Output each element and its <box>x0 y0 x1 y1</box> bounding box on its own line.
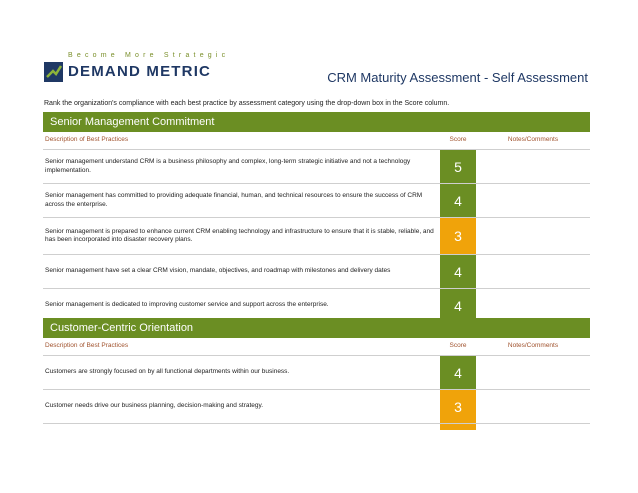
best-practice-text: Senior management understand CRM is a business philosophy and complex, long-term strategic initiative and not a technology implementation. <box>45 158 411 174</box>
brand-tagline: Become More Strategic <box>68 52 230 59</box>
notes-cell[interactable] <box>476 150 590 183</box>
section-title: Senior Management Commitment <box>43 112 590 132</box>
column-header-score: Score <box>449 136 467 143</box>
table-row <box>43 255 590 289</box>
score-dropdown[interactable]: 4 <box>440 356 476 389</box>
score-dropdown[interactable] <box>440 424 476 430</box>
column-header-description: Description of Best Practices <box>45 342 129 349</box>
document-title: CRM Maturity Assessment - Self Assessment <box>327 70 588 85</box>
notes-cell[interactable] <box>476 255 590 288</box>
score-dropdown[interactable]: 3 <box>440 218 476 254</box>
column-header-notes: Notes/Comments <box>507 342 559 349</box>
score-dropdown[interactable]: 5 <box>440 150 476 183</box>
column-header-row <box>43 132 590 150</box>
section-title: Customer-Centric Orientation <box>43 318 590 338</box>
best-practice-text: Senior management have set a clear CRM vision, mandate, objectives, and roadmap with milestones and delivery dates <box>45 267 391 275</box>
score-dropdown[interactable]: 4 <box>440 289 476 322</box>
section-customer-centric-orientation <box>43 318 590 430</box>
score-dropdown[interactable]: 4 <box>440 255 476 288</box>
score-dropdown[interactable]: 3 <box>440 390 476 423</box>
notes-cell[interactable] <box>476 390 590 423</box>
best-practice-text: Senior management is prepared to enhance current CRM enabling technology and infrastructure to ensure that it is stable, reliable, and has been incorporated into disaster recovery plans. <box>45 227 434 243</box>
demand-metric-logo-icon <box>44 62 63 82</box>
notes-cell[interactable] <box>476 218 590 254</box>
table-row <box>43 390 590 424</box>
brand-name: DEMAND METRIC <box>68 63 212 80</box>
best-practice-text: Customers are strongly focused on by all functional departments within our business. <box>45 368 290 376</box>
score-dropdown[interactable]: 4 <box>440 184 476 217</box>
table-row <box>43 218 590 255</box>
table-row <box>43 424 590 430</box>
column-header-description: Description of Best Practices <box>45 136 129 143</box>
column-header-score: Score <box>449 342 467 349</box>
table-row <box>43 356 590 390</box>
table-row <box>43 184 590 218</box>
best-practice-text: Senior management has committed to providing adequate financial, human, and technical resources to ensure the success of CRM across the enterprise. <box>45 192 423 208</box>
table-row <box>43 150 590 184</box>
best-practice-text: Senior management is dedicated to improving customer service and support across the enterprise. <box>45 301 329 309</box>
best-practice-text: Customer needs drive our business planning, decision-making and strategy. <box>45 402 264 410</box>
section-senior-management-commitment <box>43 112 590 323</box>
notes-cell[interactable] <box>476 356 590 389</box>
column-header-notes: Notes/Comments <box>507 136 559 143</box>
instructions-text: Rank the organization's compliance with each best practice by assessment category using the drop-down box in the Score column. <box>44 100 450 107</box>
demand-metric-logo <box>44 52 244 88</box>
notes-cell[interactable] <box>476 184 590 217</box>
column-header-row <box>43 338 590 356</box>
